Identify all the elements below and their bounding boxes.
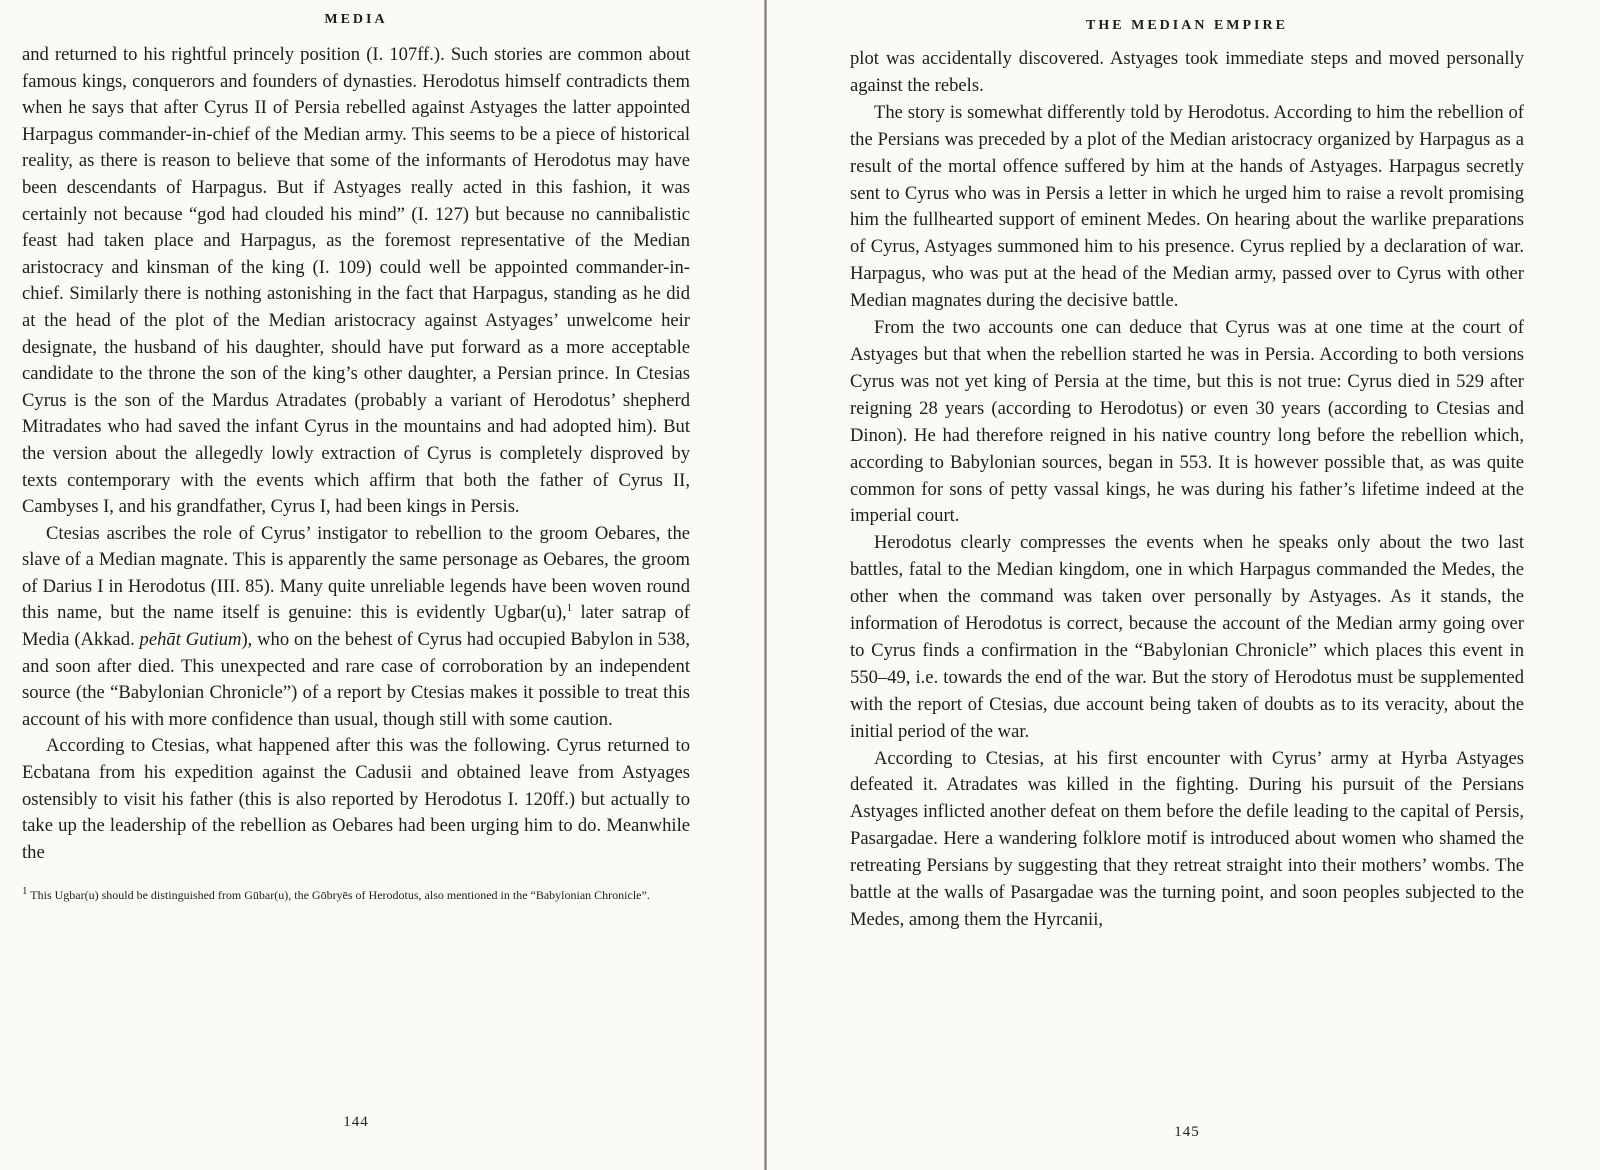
page-number: 144 bbox=[343, 1114, 369, 1130]
paragraph-text: ), who on the behest of Cyrus had occupied Babylon in 538, and soon after died. This unexpected and rare case of corroboration by an independent source (the “Babylonian Chronicle”) of a report by Ctesias makes it possible to treat this account of his with more confidence than usual, though still with some caution. bbox=[22, 629, 690, 730]
page-body bbox=[22, 42, 690, 903]
footnote-text: This Ugbar(u) should be distinguished from Gūbar(u), the Gōbryēs of Herodotus, also mentioned in the “Babylonian Chronicle”. bbox=[27, 888, 650, 903]
italic-term: pehāt Gutium bbox=[139, 629, 242, 651]
paragraph: and returned to his rightful princely position (I. 107ff.). Such stories are common about famous kings, conquerors and founders of dynasties. Herodotus himself contradicts them when he says that after Cyrus II of Persia rebelled against Astyages the latter appointed Harpagus commander-in-chief of the Median army. This seems to be a piece of historical reality, as there is reason to believe that some of the informants of Herodotus may have been descendants of Harpagus. But if Astyages really acted in this fashion, it was certainly not because “god had clouded his mind” (I. 127) but because no cannibalistic feast had taken place and Harpagus, as the foremost representative of the Median aristocracy and kinsman of the king (I. 109) could well be appointed commander-in-chief. Similarly there is nothing astonishing in the fact that Harpagus, standing as he did at the head of the plot of the Median aristocracy against Astyages’ unwelcome heir designate, the husband of his daughter, should have put forward as a more acceptable candidate to the throne the son of the king’s other daughter, a Persian prince. In Ctesias Cyrus is the son of the Mardus Atradates (probably a variant of Herodotus’ shepherd Mitradates who had saved the infant Cyrus in the mountains and had adopted him). But the version about the allegedly lowly extraction of Cyrus is completely disproved by texts contemporary with the events which affirm that both the father of Cyrus II, Cambyses I, and his grandfather, Cyrus I, had been kings in Persis. bbox=[22, 44, 690, 518]
running-head: THE MEDIAN EMPIRE bbox=[1086, 18, 1288, 33]
paragraph: According to Ctesias, what happened after this was the following. Cyrus returned to Ecbatana from his expedition against the Cadusii and obtained leave from Astyages ostensibly to visit his father (this is also reported by Herodotus I. 120ff.) but actually to take up the leadership of the rebellion as Oebares had been urging him to do. Meanwhile the bbox=[22, 735, 690, 863]
footnote-reference: 1 bbox=[566, 602, 573, 615]
paragraph: Herodotus clearly compresses the events when he speaks only about the two last battles, fatal to the Median kingdom, one in which Harpagus commanded the Medes, the other when the command was taken over personally by Astyages. As it stands, the information of Herodotus is correct, because the account of the Median army going over to Cyrus finds a confirmation in the “Babylonian Chronicle” which places this event in 550–49, i.e. towards the end of the war. But the story of Herodotus must be supplemented with the report of Ctesias, due account being taken of doubts as to its veracity, about the initial period of the war. bbox=[850, 532, 1524, 742]
footnote bbox=[22, 885, 690, 903]
running-head: MEDIA bbox=[324, 12, 388, 27]
page-body bbox=[850, 46, 1524, 934]
right-page bbox=[780, 0, 1600, 1170]
page-number: 145 bbox=[1174, 1124, 1200, 1140]
paragraph-text: Ctesias ascribes the role of Cyrus’ instigator to rebellion to the groom Oebares, the slave of a Median magnate. This is apparently the same personage as Oebares, the groom of Darius I in Herodotus (III. 85). Many quite unreliable legends have been woven round this name, but the name itself is genuine: this is evidently Ugbar(u), bbox=[22, 522, 690, 624]
paragraph-text: later satrap of Media (Akkad. bbox=[22, 602, 690, 651]
footnote-mark: 1 bbox=[22, 885, 28, 898]
paragraph: The story is somewhat differently told by Herodotus. According to him the rebellion of the Persians was preceded by a plot of the Median aristocracy organized by Harpagus as a result of the mortal offence suffered by him at the hands of Astyages. Harpagus secretly sent to Cyrus who was in Persis a letter in which he urged him to raise a revolt promising him the fullhearted support of eminent Medes. On hearing about the warlike preparations of Cyrus, Astyages summoned him to his presence. Cyrus replied by a declaration of war. Harpagus, who was put at the head of the Median army, passed over to Cyrus with other Median magnates during the decisive battle. bbox=[850, 101, 1524, 312]
book-gutter bbox=[764, 0, 767, 1170]
paragraph bbox=[22, 521, 690, 734]
paragraph: From the two accounts one can deduce that Cyrus was at one time at the court of Astyages but that when the rebellion started he was in Persia. According to both versions Cyrus was not yet king of Persia at the time, but this is not true: Cyrus died in 529 after reigning 28 years (according to Herodotus) or even 30 years (according to Ctesias and Dinon). He had therefore reigned in his native country long before the rebellion which, according to Babylonian sources, began in 553. It is however possible that, as was quite common for sons of petty vassal kings, he was during his father’s lifetime indeed at the imperial court. bbox=[850, 317, 1524, 527]
left-page bbox=[0, 0, 780, 1170]
paragraph: According to Ctesias, at his first encounter with Cyrus’ army at Hyrba Astyages defeated it. Atradates was killed in the fighting. During his pursuit of the Persians Astyages inflicted another defeat on them before the defile leading to the capital of Persis, Pasargadae. Here a wandering folklore motif is introduced about women who shamed the retreating Persians by suggesting that they retreat straight into their mothers’ wombs. The battle at the walls of Pasargadae was the turning point, and soon peoples subjected to the Medes, among them the Hyrcanii, bbox=[850, 747, 1524, 930]
paragraph: plot was accidentally discovered. Astyages took immediate steps and moved personally against the rebels. bbox=[850, 48, 1524, 96]
